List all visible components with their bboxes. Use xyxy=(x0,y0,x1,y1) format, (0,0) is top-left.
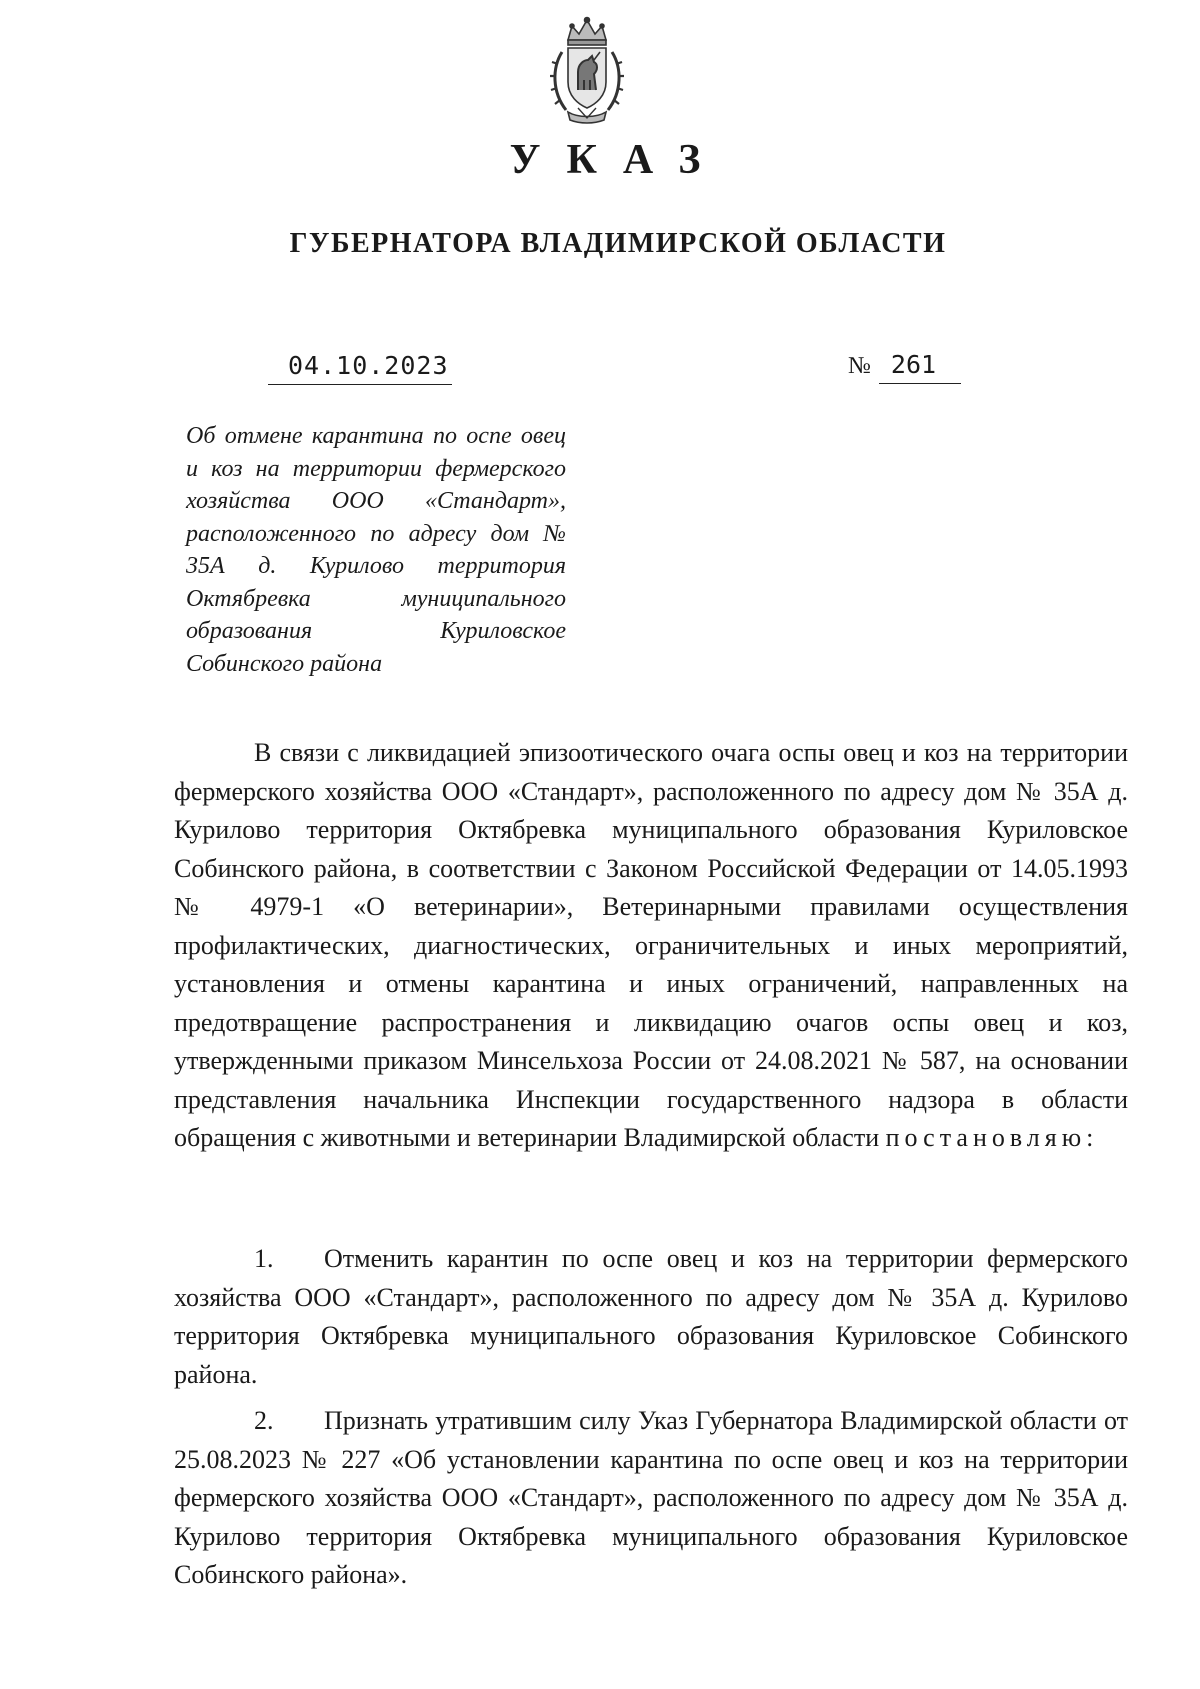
decree-word: постановляю: xyxy=(885,1123,1099,1152)
document-date: 04.10.2023 xyxy=(288,351,449,380)
document-type: УКАЗ xyxy=(509,137,727,183)
document-preamble xyxy=(174,734,1128,1158)
decree-item xyxy=(174,1240,1128,1394)
document-number: 261 xyxy=(879,350,961,384)
coat-of-arms-icon xyxy=(548,16,626,124)
decree-items xyxy=(174,1240,1128,1603)
document-number-field xyxy=(848,344,961,384)
document-subject: Об отмене карантина по оспе овец и коз на территории фермерского хозяйства ООО «Стандарт», расположенного по адресу дом № 35А д. Курилово территория Октябревка муниципального образования Куриловское Собинского района xyxy=(186,423,566,677)
number-sign: № xyxy=(848,353,871,379)
preamble-text: В связи с ликвидацией эпизоотического очага оспы овец и коз на территории фермерского хозяйства ООО «Стандарт», расположенного по адресу дом № 35А д. Курилово территория Октябревка муниципального образования Куриловское Собинского района, в соответствии с Законом Российской Федерации от 14.05.1993 № 4979-1 «О ветеринарии», Ветеринарными правилами осуществления профилактических, диагностических, ограничительных и иных мероприятий, установления и отмены карантина и иных ограничений, направленных на предотвращение распространения и ликвидацию очагов оспы овец и коз, утвержденными приказом Минсельхоза России от 24.08.2021 № 587, на основании представления начальника Инспекции государственного надзора в области обращения с животными и ветеринарии Владимирской области xyxy=(174,738,1128,1152)
item-text: Признать утратившим силу Указ Губернатора Владимирской области от 25.08.2023 № 227 «Об установлении карантина по оспе овец и коз на территории фермерского хозяйства ООО «Стандарт», расположенного по адресу дом № 35А д. Курилово территория Октябревка муниципального образования Куриловское Собинского района». xyxy=(174,1406,1128,1589)
document-date-field xyxy=(268,344,452,385)
issuer-title: ГУБЕРНАТОРА ВЛАДИМИРСКОЙ ОБЛАСТИ xyxy=(289,228,947,259)
item-text: Отменить карантин по оспе овец и коз на территории фермерского хозяйства ООО «Стандарт», расположенного по адресу дом № 35А д. Курилово территория Октябревка муниципального образования Куриловское Собинского района. xyxy=(174,1244,1128,1389)
decree-item xyxy=(174,1402,1128,1595)
item-number: 1. xyxy=(254,1244,274,1273)
item-number: 2. xyxy=(254,1406,274,1435)
